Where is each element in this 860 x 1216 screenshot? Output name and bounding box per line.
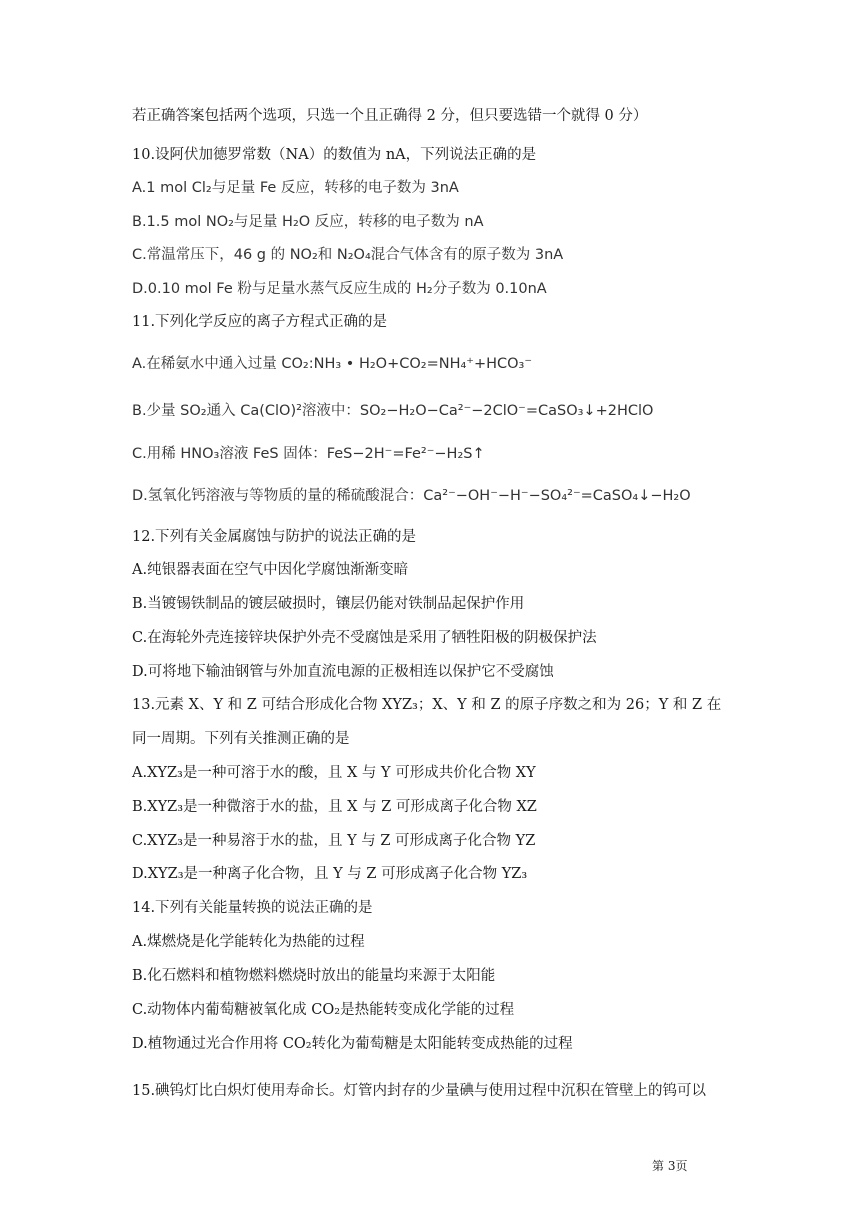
question-10-option-b: B.1.5 mol NO₂与足量 H₂O 反应，转移的电子数为 nA [132,214,484,230]
question-14-option-b: B.化石燃料和植物燃料燃烧时放出的能量均来源于太阳能 [132,968,496,984]
question-13-stem-line-1: 13.元素 X、Y 和 Z 可结合形成化合物 XYZ₃；X、Y 和 Z 的原子序数之和为 26；Y 和 Z 在 [132,697,722,713]
question-13-option-b: B.XYZ₃是一种微溶于水的盐，且 X 与 Z 可形成离子化合物 XZ [132,799,537,815]
question-12-option-a: A.纯银器表面在空气中因化学腐蚀渐渐变暗 [132,562,409,578]
question-13-option-c: C.XYZ₃是一种易溶于水的盐，且 Y 与 Z 可形成离子化合物 YZ [132,833,536,849]
question-12-stem: 12.下列有关金属腐蚀与防护的说法正确的是 [132,529,417,545]
question-15-stem: 15.碘钨灯比白炽灯使用寿命长。灯管内封存的少量碘与使用过程中沉积在管壁上的钨可以 [132,1083,707,1099]
question-13-option-a: A.XYZ₃是一种可溶于水的酸，且 X 与 Y 可形成共价化合物 XY [132,765,536,781]
question-14-stem: 14.下列有关能量转换的说法正确的是 [132,900,373,916]
question-10-option-d: D.0.10 mol Fe 粉与足量水蒸气反应生成的 H₂分子数为 0.10nA [132,281,547,297]
question-12-option-c: C.在海轮外壳连接锌块保护外壳不受腐蚀是采用了牺牲阳极的阴极保护法 [132,630,597,646]
question-14-option-d: D.植物通过光合作用将 CO₂转化为葡萄糖是太阳能转变成热能的过程 [132,1036,573,1052]
question-10-option-c: C.常温常压下，46 g 的 NO₂和 N₂O₄混合气体含有的原子数为 3nA [132,247,564,263]
page-number: 第 3页 [652,1159,688,1173]
question-13-stem-line-2: 同一周期。下列有关推测正确的是 [132,731,350,747]
question-10-stem: 10.设阿伏加德罗常数（NA）的数值为 nA，下列说法正确的是 [132,147,537,163]
instruction-continuation: 若正确答案包括两个选项，只选一个且正确得 2 分，但只要选错一个就得 0 分） [132,108,648,124]
question-14-option-a: A.煤燃烧是化学能转化为热能的过程 [132,934,365,950]
question-11-option-d: D.氢氧化钙溶液与等物质的量的稀硫酸混合：Ca²⁻−OH⁻−H⁻−SO₄²⁻=CaSO₄↓−H₂O [132,488,691,504]
question-11-stem: 11.下列化学反应的离子方程式正确的是 [132,314,388,330]
question-11-option-b: B.少量 SO₂通入 Ca(ClO)²溶液中：SO₂−H₂O−Ca²⁻−2ClO⁻=CaSO₃↓+2HClO [132,403,654,419]
question-11-option-c: C.用稀 HNO₃溶液 FeS 固体：FeS−2H⁻=Fe²⁻−H₂S↑ [132,446,485,462]
question-14-option-c: C.动物体内葡萄糖被氧化成 CO₂是热能转变成化学能的过程 [132,1002,515,1018]
question-10-option-a: A.1 mol Cl₂与足量 Fe 反应，转移的电子数为 3nA [132,180,459,196]
question-13-option-d: D.XYZ₃是一种离子化合物，且 Y 与 Z 可形成离子化合物 YZ₃ [132,866,528,882]
question-12-option-d: D.可将地下输油钢管与外加直流电源的正极相连以保护它不受腐蚀 [132,664,554,680]
question-11-option-a: A.在稀氨水中通入过量 CO₂:NH₃ • H₂O+CO₂=NH₄⁺+HCO₃⁻ [132,356,533,372]
question-12-option-b: B.当镀锡铁制品的镀层破损时，镶层仍能对铁制品起保护作用 [132,596,525,612]
